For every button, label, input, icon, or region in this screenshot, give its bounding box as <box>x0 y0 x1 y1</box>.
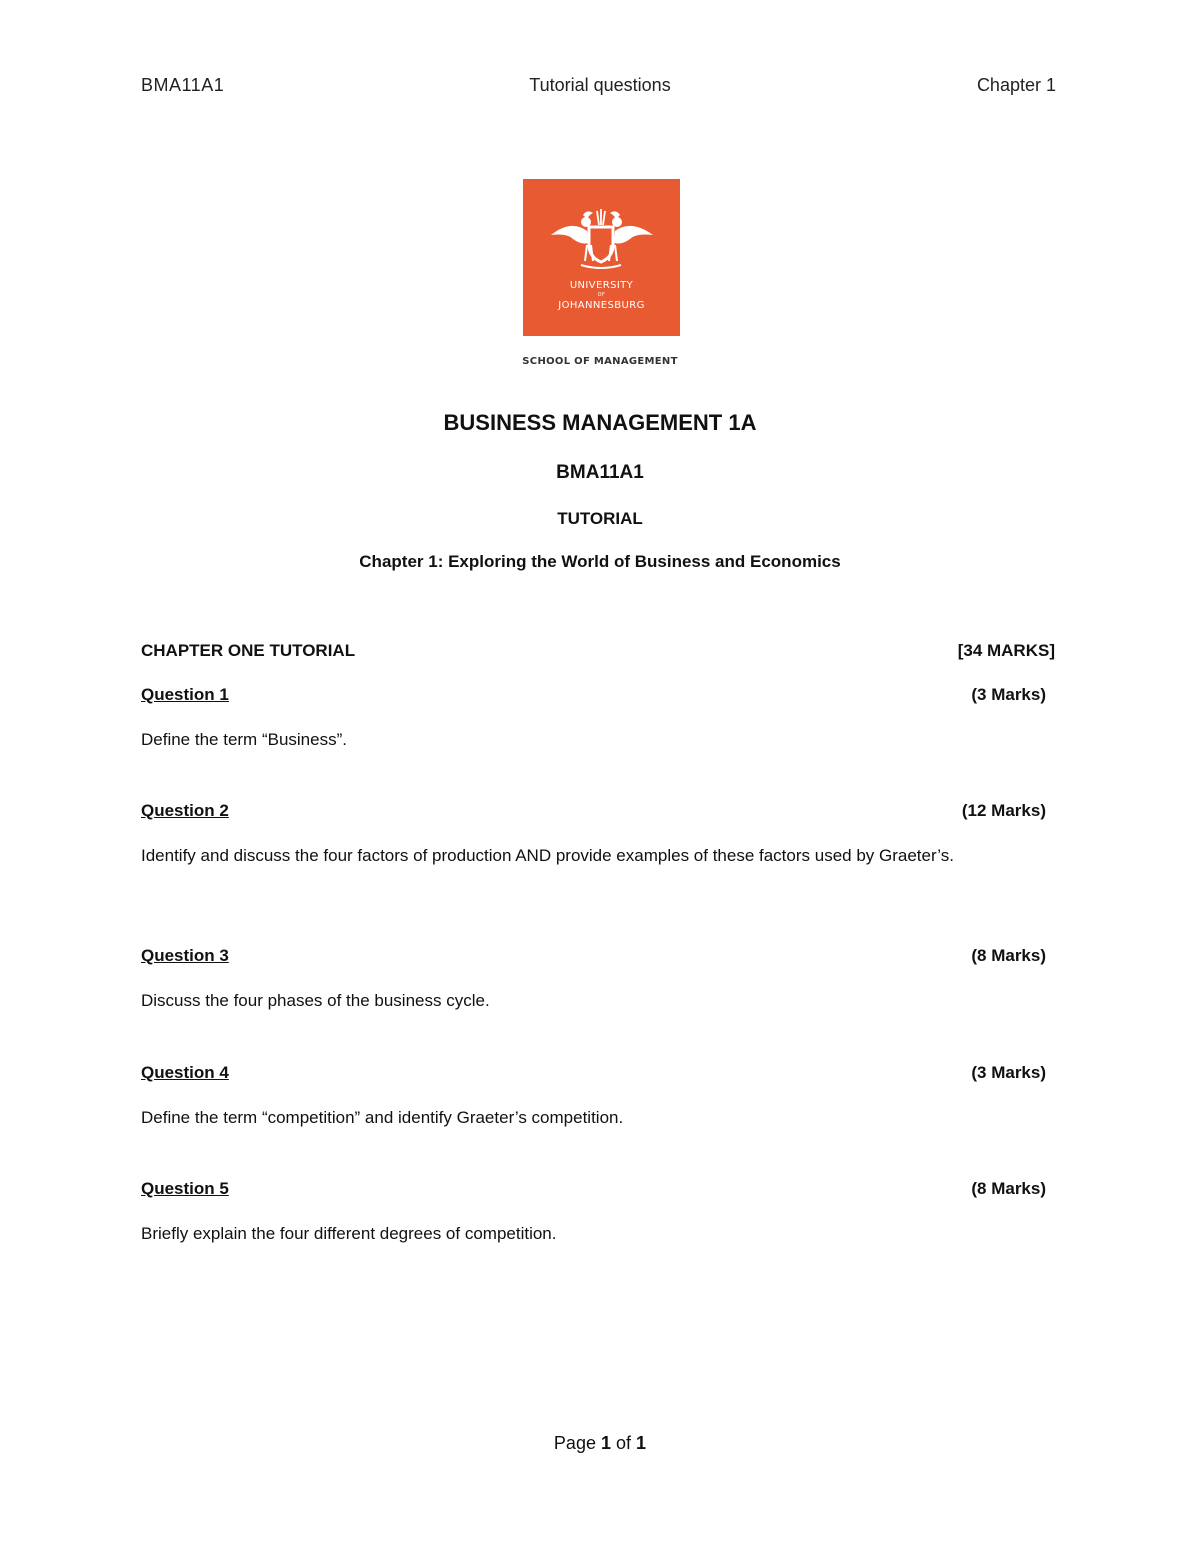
tutorial-heading-row <box>141 641 1055 665</box>
header-title: Tutorial questions <box>529 75 671 95</box>
question-marks: (3 Marks) <box>971 1063 1046 1082</box>
question-title: Question 2 <box>141 801 229 820</box>
school-name: SCHOOL OF MANAGEMENT <box>522 356 678 367</box>
tutorial-label: CHAPTER ONE TUTORIAL <box>141 641 356 660</box>
logo-text-johannesburg: JOHANNESBURG <box>558 300 645 311</box>
question-marks: (8 Marks) <box>971 1179 1046 1198</box>
page-footer <box>0 1433 1200 1454</box>
question-4-heading <box>141 1063 1055 1087</box>
question-title: Question 5 <box>141 1179 229 1198</box>
page-current: 1 <box>600 1433 611 1453</box>
question-title: Question 3 <box>141 946 229 965</box>
question-2-text: Identify and discuss the four factors of production AND provide examples of these factors used by Graeter’s. <box>141 846 954 865</box>
question-1-heading <box>141 685 1055 709</box>
question-title: Question 4 <box>141 1063 229 1082</box>
logo-text-university: UNIVERSITY <box>569 280 634 291</box>
university-logo <box>523 179 680 336</box>
chapter-title: Chapter 1: Exploring the World of Business and Economics <box>359 552 841 571</box>
question-5-text: Briefly explain the four different degrees of competition. <box>141 1224 557 1243</box>
question-title: Question 1 <box>141 685 229 704</box>
header-chapter: Chapter 1 <box>976 75 1056 95</box>
page-of: of <box>616 1433 632 1453</box>
crest-birds-icon <box>523 179 680 279</box>
question-marks: (12 Marks) <box>961 801 1046 820</box>
question-2-heading <box>141 801 1055 825</box>
page-label: Page <box>553 1433 596 1453</box>
question-4-text: Define the term “competition” and identify Graeter’s competition. <box>141 1108 624 1127</box>
course-code: BMA11A1 <box>556 462 644 483</box>
question-5-heading <box>141 1179 1055 1203</box>
logo-text-of: OF <box>597 292 606 298</box>
header-course-code: BMA11A1 <box>141 75 225 95</box>
question-3-heading <box>141 946 1055 970</box>
question-1-text: Define the term “Business”. <box>141 730 347 749</box>
question-marks: (3 Marks) <box>971 685 1046 704</box>
question-3-text: Discuss the four phases of the business cycle. <box>141 991 490 1010</box>
page-total: 1 <box>636 1433 647 1453</box>
tutorial-total-marks: [34 MARKS] <box>957 641 1055 660</box>
document-type: TUTORIAL <box>557 509 643 528</box>
question-marks: (8 Marks) <box>971 946 1046 965</box>
course-title: BUSINESS MANAGEMENT 1A <box>443 410 757 435</box>
